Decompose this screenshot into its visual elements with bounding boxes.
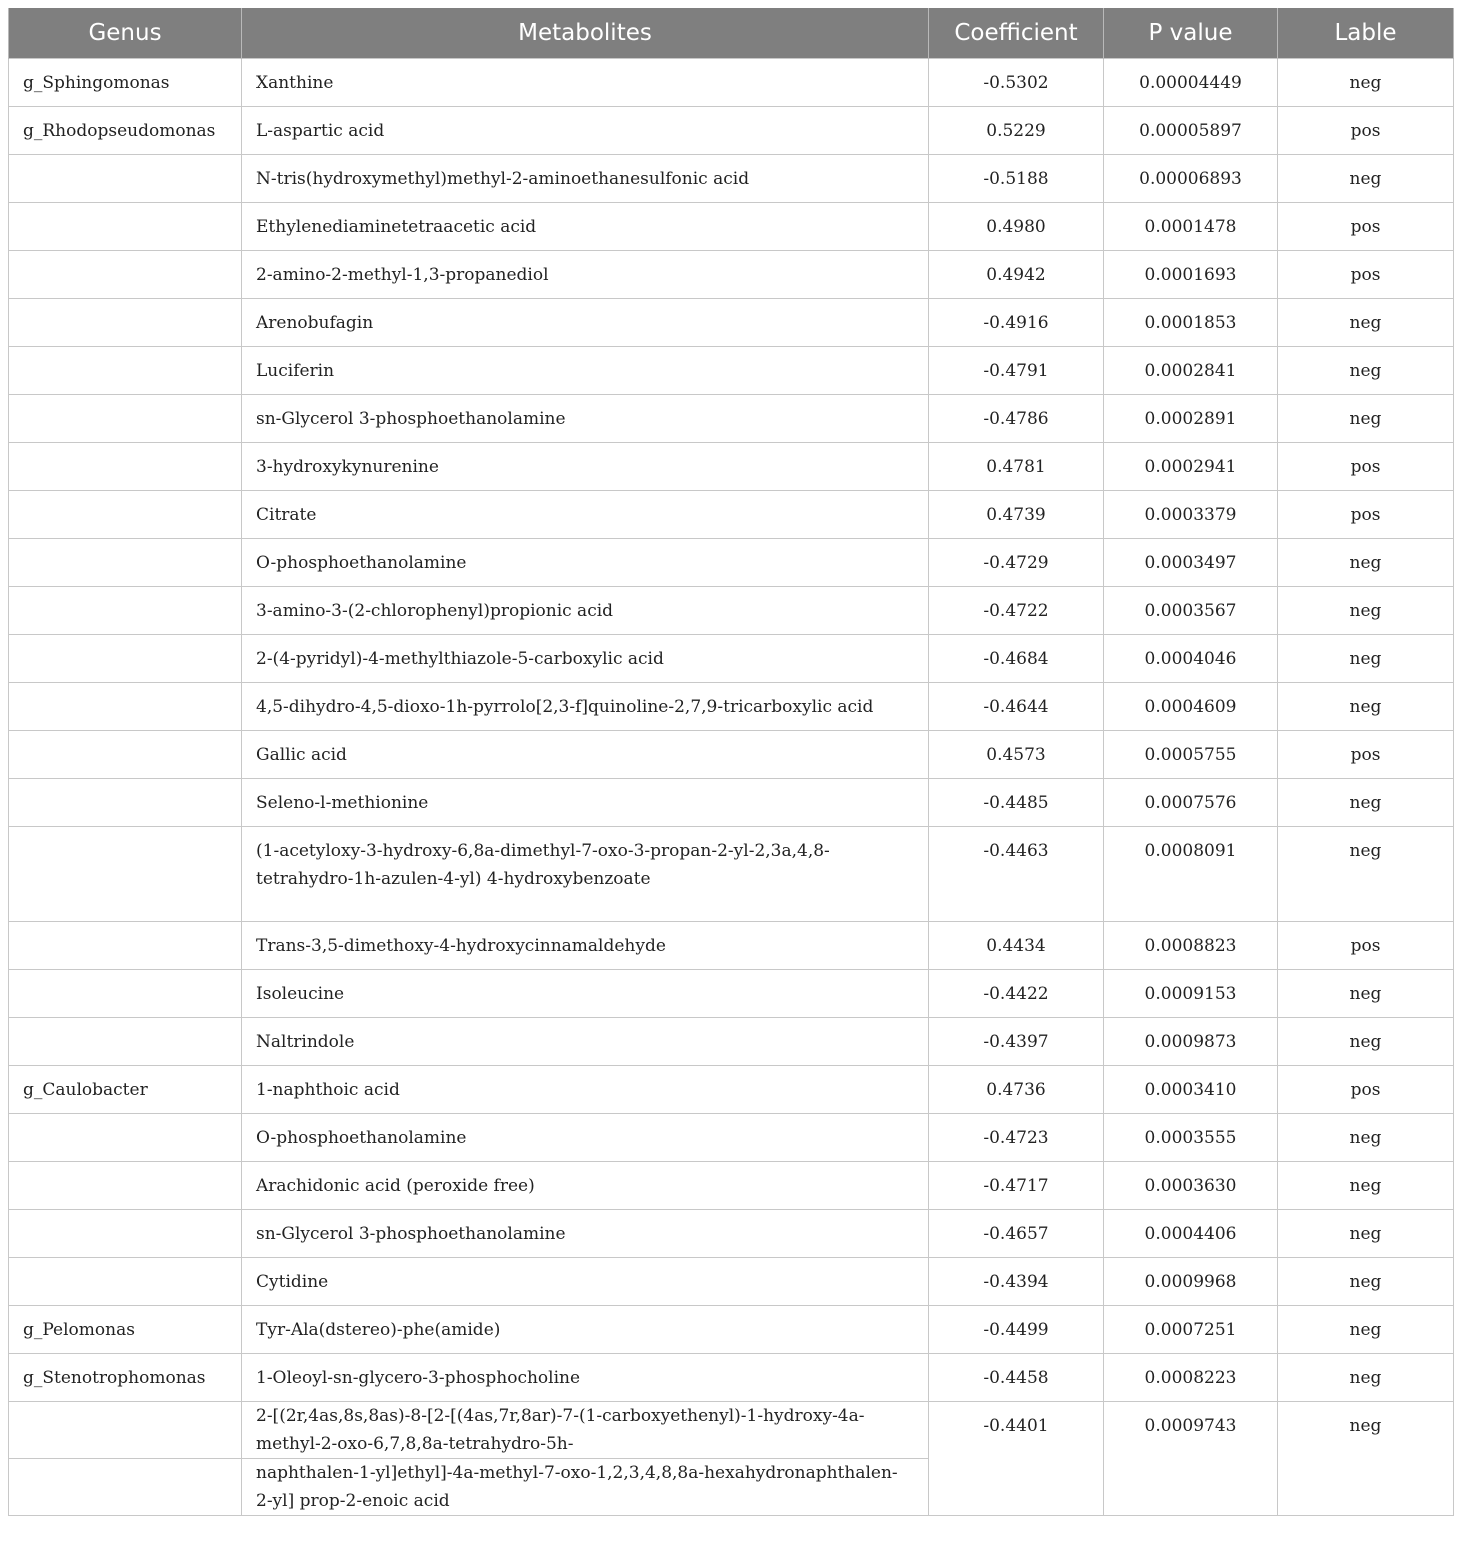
p-value-cell: 0.0005755 <box>1104 731 1278 779</box>
genus-cell <box>9 1018 242 1066</box>
table-row <box>9 683 1454 731</box>
table-row <box>9 1210 1454 1258</box>
metabolite-cell: O-phosphoethanolamine <box>242 539 929 587</box>
metabolite-cell: 2-amino-2-methyl-1,3-propanediol <box>242 251 929 299</box>
p-value-cell: 0.0009873 <box>1104 1018 1278 1066</box>
p-value-cell: 0.00006893 <box>1104 155 1278 203</box>
p-value-cell: 0.0002841 <box>1104 347 1278 395</box>
metabolite-cell: naphthalen-1-yl]ethyl]-4a-methyl-7-oxo-1,2,3,4,8,8a-hexahydronaphthalen-2-yl] prop-2-enoic acid <box>242 1459 929 1516</box>
genus-cell <box>9 1402 242 1459</box>
coefficient-cell: 0.4942 <box>929 251 1104 299</box>
p-value-cell: 0.0003379 <box>1104 491 1278 539</box>
coefficient-cell: -0.4394 <box>929 1258 1104 1306</box>
genus-cell <box>9 683 242 731</box>
p-value-cell: 0.0001853 <box>1104 299 1278 347</box>
label-cell: neg <box>1278 1402 1454 1516</box>
label-cell: neg <box>1278 1258 1454 1306</box>
genus-cell <box>9 251 242 299</box>
p-value-cell: 0.0009153 <box>1104 970 1278 1018</box>
coefficient-cell: -0.4786 <box>929 395 1104 443</box>
header-genus: Genus <box>9 8 242 59</box>
genus-cell <box>9 299 242 347</box>
p-value-cell: 0.0007251 <box>1104 1306 1278 1354</box>
coefficient-cell: -0.5188 <box>929 155 1104 203</box>
table-row <box>9 155 1454 203</box>
genus-cell <box>9 922 242 970</box>
genus-cell: g_Stenotrophomonas <box>9 1354 242 1402</box>
genus-cell <box>9 203 242 251</box>
p-value-cell: 0.0001693 <box>1104 251 1278 299</box>
metabolite-cell: Ethylenediaminetetraacetic acid <box>242 203 929 251</box>
table-row <box>9 731 1454 779</box>
label-cell: pos <box>1278 491 1454 539</box>
table-row <box>9 59 1454 107</box>
coefficient-cell: 0.5229 <box>929 107 1104 155</box>
label-cell: neg <box>1278 1162 1454 1210</box>
table-row <box>9 922 1454 970</box>
table-row <box>9 587 1454 635</box>
genus-cell <box>9 1114 242 1162</box>
coefficient-cell: -0.4499 <box>929 1306 1104 1354</box>
header-p-value: P value <box>1104 8 1278 59</box>
genus-cell: g_Pelomonas <box>9 1306 242 1354</box>
genus-cell <box>9 779 242 827</box>
coefficient-cell: -0.4458 <box>929 1354 1104 1402</box>
label-cell: neg <box>1278 827 1454 922</box>
table-row <box>9 491 1454 539</box>
label-cell: neg <box>1278 299 1454 347</box>
label-cell: neg <box>1278 539 1454 587</box>
label-cell: pos <box>1278 107 1454 155</box>
p-value-cell: 0.0009743 <box>1104 1402 1278 1516</box>
metabolite-cell: Arenobufagin <box>242 299 929 347</box>
table-row <box>9 251 1454 299</box>
label-cell: pos <box>1278 731 1454 779</box>
table-body <box>9 59 1454 1516</box>
genus-cell <box>9 731 242 779</box>
metabolite-cell: L-aspartic acid <box>242 107 929 155</box>
genus-cell <box>9 155 242 203</box>
label-cell: neg <box>1278 155 1454 203</box>
table-row <box>9 443 1454 491</box>
coefficient-cell: -0.4463 <box>929 827 1104 922</box>
coefficient-cell: -0.4717 <box>929 1162 1104 1210</box>
genus-cell <box>9 1162 242 1210</box>
p-value-cell: 0.0008091 <box>1104 827 1278 922</box>
p-value-cell: 0.00004449 <box>1104 59 1278 107</box>
metabolite-cell: (1-acetyloxy-3-hydroxy-6,8a-dimethyl-7-oxo-3-propan-2-yl-2,3a,4,8-tetrahydro-1h-azulen-4-yl) 4-hydroxybenzoate <box>242 827 929 922</box>
metabolite-cell: 1-Oleoyl-sn-glycero-3-phosphocholine <box>242 1354 929 1402</box>
coefficient-cell: -0.4729 <box>929 539 1104 587</box>
coefficient-cell: -0.4485 <box>929 779 1104 827</box>
p-value-cell: 0.0008223 <box>1104 1354 1278 1402</box>
p-value-cell: 0.0008823 <box>1104 922 1278 970</box>
metabolite-cell: sn-Glycerol 3-phosphoethanolamine <box>242 1210 929 1258</box>
table-header <box>9 8 1454 59</box>
genus-cell <box>9 491 242 539</box>
genus-cell <box>9 443 242 491</box>
metabolite-cell: Gallic acid <box>242 731 929 779</box>
label-cell: neg <box>1278 347 1454 395</box>
p-value-cell: 0.0004609 <box>1104 683 1278 731</box>
label-cell: neg <box>1278 635 1454 683</box>
p-value-cell: 0.0001478 <box>1104 203 1278 251</box>
table-row <box>9 970 1454 1018</box>
p-value-cell: 0.0007576 <box>1104 779 1278 827</box>
table-row <box>9 347 1454 395</box>
p-value-cell: 0.0009968 <box>1104 1258 1278 1306</box>
genus-cell <box>9 1210 242 1258</box>
table-row <box>9 1162 1454 1210</box>
metabolite-cell: Xanthine <box>242 59 929 107</box>
genus-cell <box>9 539 242 587</box>
genus-cell <box>9 587 242 635</box>
label-cell: neg <box>1278 779 1454 827</box>
label-cell: pos <box>1278 203 1454 251</box>
coefficient-cell: -0.4791 <box>929 347 1104 395</box>
table-row <box>9 107 1454 155</box>
coefficient-cell: -0.4684 <box>929 635 1104 683</box>
table-row <box>9 1306 1454 1354</box>
p-value-cell: 0.0003555 <box>1104 1114 1278 1162</box>
coefficient-cell: 0.4573 <box>929 731 1104 779</box>
label-cell: neg <box>1278 1018 1454 1066</box>
p-value-cell: 0.0003497 <box>1104 539 1278 587</box>
label-cell: neg <box>1278 395 1454 443</box>
genus-cell <box>9 347 242 395</box>
coefficient-cell: -0.4422 <box>929 970 1104 1018</box>
metabolite-cell: Cytidine <box>242 1258 929 1306</box>
header-metabolites: Metabolites <box>242 8 929 59</box>
label-cell: neg <box>1278 59 1454 107</box>
genus-cell <box>9 1459 242 1516</box>
label-cell: pos <box>1278 1066 1454 1114</box>
label-cell: neg <box>1278 1306 1454 1354</box>
p-value-cell: 0.0003567 <box>1104 587 1278 635</box>
table-row <box>9 395 1454 443</box>
metabolite-cell: Tyr-Ala(dstereo)-phe(amide) <box>242 1306 929 1354</box>
label-cell: pos <box>1278 251 1454 299</box>
coefficient-cell: 0.4736 <box>929 1066 1104 1114</box>
metabolite-cell: Isoleucine <box>242 970 929 1018</box>
table-row <box>9 779 1454 827</box>
coefficient-cell: -0.5302 <box>929 59 1104 107</box>
coefficient-cell: -0.4397 <box>929 1018 1104 1066</box>
metabolite-correlation-table <box>8 8 1454 1516</box>
metabolite-cell: Trans-3,5-dimethoxy-4-hydroxycinnamaldehyde <box>242 922 929 970</box>
table-row <box>9 1402 1454 1459</box>
p-value-cell: 0.0004406 <box>1104 1210 1278 1258</box>
p-value-cell: 0.00005897 <box>1104 107 1278 155</box>
coefficient-cell: -0.4722 <box>929 587 1104 635</box>
table-row <box>9 203 1454 251</box>
p-value-cell: 0.0003630 <box>1104 1162 1278 1210</box>
metabolite-cell: Naltrindole <box>242 1018 929 1066</box>
metabolite-cell: Luciferin <box>242 347 929 395</box>
label-cell: pos <box>1278 443 1454 491</box>
table-row <box>9 635 1454 683</box>
label-cell: pos <box>1278 922 1454 970</box>
metabolite-cell: Arachidonic acid (peroxide free) <box>242 1162 929 1210</box>
genus-cell <box>9 1258 242 1306</box>
genus-cell <box>9 827 242 922</box>
genus-cell <box>9 635 242 683</box>
metabolite-cell: O-phosphoethanolamine <box>242 1114 929 1162</box>
p-value-cell: 0.0002941 <box>1104 443 1278 491</box>
p-value-cell: 0.0004046 <box>1104 635 1278 683</box>
label-cell: neg <box>1278 683 1454 731</box>
table-row <box>9 1114 1454 1162</box>
metabolite-cell: 4,5-dihydro-4,5-dioxo-1h-pyrrolo[2,3-f]quinoline-2,7,9-tricarboxylic acid <box>242 683 929 731</box>
metabolite-cell: 3-amino-3-(2-chlorophenyl)propionic acid <box>242 587 929 635</box>
coefficient-cell: 0.4781 <box>929 443 1104 491</box>
coefficient-cell: -0.4723 <box>929 1114 1104 1162</box>
table-row <box>9 827 1454 922</box>
coefficient-cell: 0.4434 <box>929 922 1104 970</box>
header-label: Lable <box>1278 8 1454 59</box>
coefficient-cell: 0.4980 <box>929 203 1104 251</box>
label-cell: neg <box>1278 970 1454 1018</box>
genus-cell: g_Caulobacter <box>9 1066 242 1114</box>
metabolite-cell: 3-hydroxykynurenine <box>242 443 929 491</box>
genus-cell <box>9 395 242 443</box>
metabolite-cell: 2-(4-pyridyl)-4-methylthiazole-5-carboxylic acid <box>242 635 929 683</box>
coefficient-cell: -0.4657 <box>929 1210 1104 1258</box>
metabolite-cell: Citrate <box>242 491 929 539</box>
metabolite-cell: 1-naphthoic acid <box>242 1066 929 1114</box>
metabolite-cell: Seleno-l-methionine <box>242 779 929 827</box>
table-row <box>9 1066 1454 1114</box>
metabolite-cell: 2-[(2r,4as,8s,8as)-8-[2-[(4as,7r,8ar)-7-(1-carboxyethenyl)-1-hydroxy-4a-methyl-2-oxo-6,7,8,8a-tetrahydro-5h- <box>242 1402 929 1459</box>
table-row <box>9 1018 1454 1066</box>
table-row <box>9 1354 1454 1402</box>
coefficient-cell: 0.4739 <box>929 491 1104 539</box>
genus-cell: g_Rhodopseudomonas <box>9 107 242 155</box>
header-row <box>9 8 1454 59</box>
coefficient-cell: -0.4401 <box>929 1402 1104 1516</box>
coefficient-cell: -0.4916 <box>929 299 1104 347</box>
genus-cell <box>9 970 242 1018</box>
metabolite-cell: sn-Glycerol 3-phosphoethanolamine <box>242 395 929 443</box>
table-row <box>9 1258 1454 1306</box>
label-cell: neg <box>1278 1114 1454 1162</box>
coefficient-cell: -0.4644 <box>929 683 1104 731</box>
label-cell: neg <box>1278 1210 1454 1258</box>
genus-cell: g_Sphingomonas <box>9 59 242 107</box>
label-cell: neg <box>1278 587 1454 635</box>
header-coefficient: Coefficient <box>929 8 1104 59</box>
label-cell: neg <box>1278 1354 1454 1402</box>
metabolite-cell: N-tris(hydroxymethyl)methyl-2-aminoethanesulfonic acid <box>242 155 929 203</box>
table-row <box>9 539 1454 587</box>
p-value-cell: 0.0003410 <box>1104 1066 1278 1114</box>
table-row <box>9 299 1454 347</box>
p-value-cell: 0.0002891 <box>1104 395 1278 443</box>
